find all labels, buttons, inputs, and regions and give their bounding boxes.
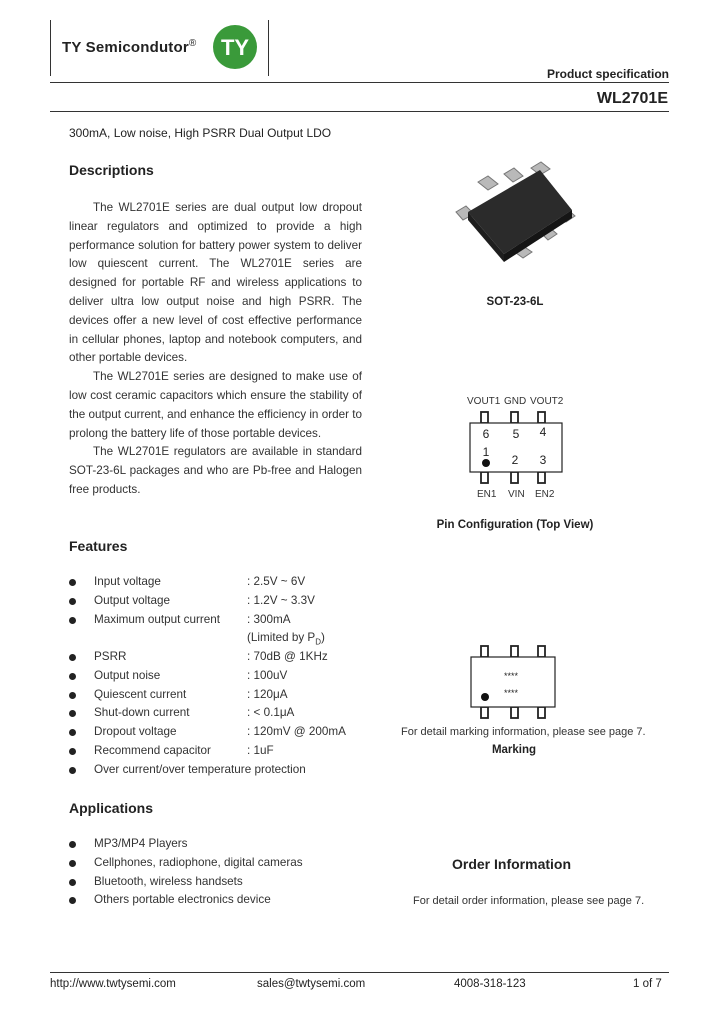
feature-label: Maximum output current <box>94 612 221 626</box>
feature-value: : < 0.1μA <box>247 706 295 720</box>
feature-label: Over current/over temperature protection <box>94 762 306 776</box>
company-name-text: TY Semicondutor <box>62 39 189 56</box>
limited-by-subscript: D <box>315 637 321 647</box>
footer-phone: 4008-318-123 <box>454 978 526 990</box>
feature-value: : 100uV <box>247 668 288 682</box>
pin-label-en1: EN1 <box>477 489 497 500</box>
feature-value: : 300mA <box>247 612 291 626</box>
marking-diagram <box>468 644 558 720</box>
feature-label: Input voltage <box>94 575 161 588</box>
ty-logo <box>212 24 258 70</box>
descriptions-heading: Descriptions <box>69 162 154 178</box>
application-label: Bluetooth, wireless handsets <box>94 874 243 888</box>
marking-line-1: **** <box>504 671 519 681</box>
pin-label-en2: EN2 <box>535 489 555 500</box>
pin-number-1: 1 <box>482 445 490 459</box>
order-information-heading: Order Information <box>452 856 572 872</box>
sot23-package-image <box>448 160 583 275</box>
feature-value: : 120μA <box>247 687 288 701</box>
description-paragraph: The WL2701E series are designed to make use of low cost ceramic capacitors which ensure the stability of the output current, and enhance the efficiency in order to prolong the battery life of those portable devices. <box>69 370 362 440</box>
application-label: Others portable electronics device <box>94 893 271 907</box>
applications-heading: Applications <box>69 800 154 816</box>
feature-label: Shut-down current <box>94 706 190 720</box>
feature-label: PSRR <box>94 650 127 663</box>
product-specification-label: Product specification <box>546 67 669 81</box>
limited-by-text: (Limited by P <box>247 631 316 645</box>
pin-configuration-diagram <box>465 410 565 490</box>
pin-number-5: 5 <box>512 427 520 441</box>
application-label: Cellphones, radiophone, digital cameras <box>94 855 303 869</box>
order-information-note: For detail order information, please see page 7. <box>413 895 645 907</box>
registered-mark: ® <box>188 38 197 49</box>
company-name <box>62 38 196 56</box>
feature-label: Recommend capacitor <box>94 743 211 757</box>
marking-note: For detail marking information, please see page 7. <box>401 726 646 738</box>
footer-email: sales@twtysemi.com <box>257 978 366 990</box>
feature-value: : 1uF <box>247 743 274 757</box>
feature-label: Output noise <box>94 668 161 682</box>
marking-line-2: **** <box>504 688 519 698</box>
logo-text: TY <box>220 35 250 60</box>
feature-label: Dropout voltage <box>94 725 177 738</box>
bullet-icon <box>69 767 76 774</box>
feature-value: : 120mV @ 200mA <box>247 725 346 738</box>
bullet-icon <box>69 617 76 624</box>
description-paragraph: The WL2701E regulators are available in standard SOT-23-6L packages and who are Pb-free and Halogen free products. <box>69 445 362 496</box>
bullet-icon <box>69 897 76 904</box>
bullet-icon <box>69 710 76 717</box>
pin-label-vout1: VOUT1 <box>467 396 501 407</box>
footer-website: http://www.twtysemi.com <box>50 978 176 990</box>
bullet-icon <box>69 692 76 699</box>
package-caption: SOT-23-6L <box>486 296 544 308</box>
header-rule <box>50 82 669 83</box>
pin-label-gnd: GND <box>504 396 527 407</box>
feature-value: : 1.2V ~ 3.3V <box>247 593 315 607</box>
bullet-icon <box>69 729 76 736</box>
description-paragraph: The WL2701E series are dual output low dropout linear regulators and optimized to provide a high performance solution for battery power system to deliver low quiescent current. The WL2701E series are designed for portable RF and wireless applications to deliver ultra low output noise and high PSRR. The devices offer a new level of cost effective performance in cellular phones, laptop and notebook computers, and other portable devices. <box>69 201 362 365</box>
feature-value: : 2.5V ~ 6V <box>247 575 306 588</box>
bullet-icon <box>69 673 76 680</box>
bullet-icon <box>69 748 76 755</box>
bullet-icon <box>69 579 76 586</box>
feature-label: Output voltage <box>94 593 171 607</box>
limited-by-end: ) <box>320 631 325 645</box>
pin-number-2: 2 <box>511 453 519 467</box>
features-heading: Features <box>69 538 128 554</box>
part-number: WL2701E <box>596 90 668 107</box>
pin-label-vin: VIN <box>508 489 525 500</box>
footer-page-number: 1 of 7 <box>633 978 662 990</box>
pin-number-3: 3 <box>539 453 547 467</box>
bullet-icon <box>69 860 76 867</box>
pin-label-vout2: VOUT2 <box>530 396 564 407</box>
descriptions-body <box>69 199 362 500</box>
pin-number-4: 4 <box>539 425 547 439</box>
header-divider-right <box>268 20 269 76</box>
feature-value: : 70dB @ 1KHz <box>247 650 328 663</box>
feature-label: Quiescent current <box>94 687 187 701</box>
bullet-icon <box>69 841 76 848</box>
bullet-icon <box>69 598 76 605</box>
bullet-icon <box>69 654 76 661</box>
header-divider-left <box>50 20 51 76</box>
bullet-icon <box>69 879 76 886</box>
document-subtitle: 300mA, Low noise, High PSRR Dual Output LDO <box>69 126 332 140</box>
application-label: MP3/MP4 Players <box>94 837 188 850</box>
marking-caption: Marking <box>491 744 537 756</box>
pin-number-6: 6 <box>482 427 490 441</box>
pin-config-caption: Pin Configuration (Top View) <box>436 519 594 531</box>
header-rule-2 <box>50 111 669 112</box>
footer-rule <box>50 972 669 973</box>
